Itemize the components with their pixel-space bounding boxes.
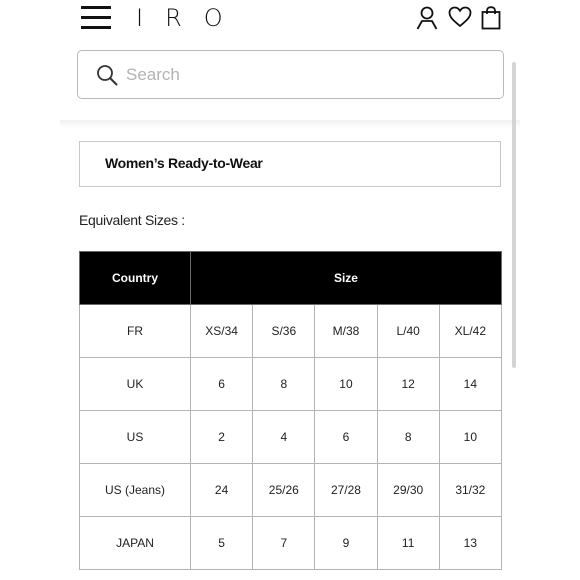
size-cell: 11: [377, 517, 439, 570]
category-heading-box: [79, 141, 501, 187]
size-cell: 8: [377, 411, 439, 464]
size-cell: 29/30: [377, 464, 439, 517]
size-cell: XL/42: [439, 305, 501, 358]
table-row: [80, 305, 502, 358]
country-cell: UK: [80, 358, 191, 411]
scrollbar[interactable]: [512, 62, 516, 368]
search-input[interactable]: [126, 62, 486, 88]
size-cell: 12: [377, 358, 439, 411]
table-header-row: [80, 252, 502, 305]
size-cell: 27/28: [315, 464, 377, 517]
search-bar[interactable]: [77, 50, 504, 99]
size-cell: 4: [253, 411, 315, 464]
table-row: [80, 358, 502, 411]
size-cell: 24: [191, 464, 253, 517]
size-cell: 2: [191, 411, 253, 464]
site-header: [0, 0, 580, 40]
country-cell: US: [80, 411, 191, 464]
size-cell: M/38: [315, 305, 377, 358]
equivalent-sizes-label: Equivalent Sizes :: [79, 212, 185, 228]
table-row: [80, 517, 502, 570]
menu-icon[interactable]: [81, 6, 111, 30]
user-icon[interactable]: [416, 6, 438, 30]
brand-logo[interactable]: IRO: [136, 4, 245, 32]
table-row: [80, 464, 502, 517]
size-cell: 6: [191, 358, 253, 411]
category-title: Women’s Ready-to-Wear: [105, 155, 263, 171]
size-cell: 14: [439, 358, 501, 411]
country-cell: FR: [80, 305, 191, 358]
search-icon[interactable]: [96, 64, 118, 86]
header-country: Country: [80, 252, 191, 305]
country-cell: US (Jeans): [80, 464, 191, 517]
size-cell: 7: [253, 517, 315, 570]
size-cell: 5: [191, 517, 253, 570]
size-cell: 8: [253, 358, 315, 411]
size-cell: 31/32: [439, 464, 501, 517]
size-cell: 9: [315, 517, 377, 570]
size-cell: 25/26: [253, 464, 315, 517]
table-row: [80, 411, 502, 464]
country-cell: JAPAN: [80, 517, 191, 570]
size-chart-table: [79, 251, 502, 570]
bag-icon[interactable]: [481, 6, 501, 30]
size-cell: XS/34: [191, 305, 253, 358]
header-divider: [60, 120, 520, 128]
size-cell: 10: [315, 358, 377, 411]
heart-icon[interactable]: [448, 6, 472, 28]
size-cell: 13: [439, 517, 501, 570]
size-cell: L/40: [377, 305, 439, 358]
size-cell: S/36: [253, 305, 315, 358]
header-size: Size: [191, 252, 502, 305]
size-cell: 6: [315, 411, 377, 464]
size-cell: 10: [439, 411, 501, 464]
